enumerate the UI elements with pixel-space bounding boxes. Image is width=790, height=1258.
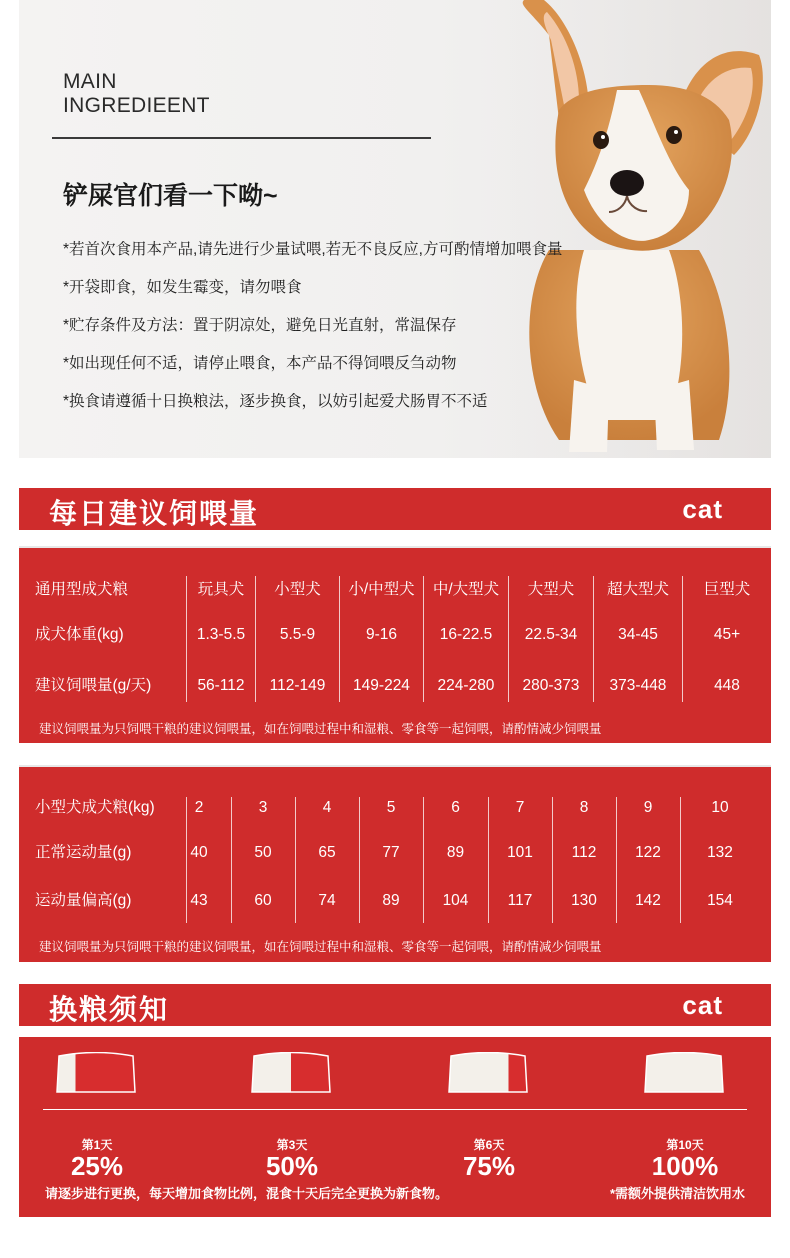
hero-note: *若首次食用本产品,请先进行少量试喂,若无不良反应,方可酌情增加喂食量 — [63, 241, 563, 258]
row-label: 小型犬成犬粮(kg) — [35, 799, 155, 816]
step-percent: 25% — [70, 1151, 124, 1181]
table-cell: 56-112 — [197, 677, 245, 694]
table-header-cell: 小/中型犬 — [348, 581, 415, 598]
food-switch-tag: cat — [682, 990, 723, 1020]
step-percent: 50% — [265, 1151, 319, 1181]
table-header-cell: 2 — [194, 799, 204, 816]
table-cell: 117 — [507, 892, 533, 909]
table-header-cell: 小型犬 — [274, 581, 321, 598]
table-cell: 89 — [446, 844, 465, 861]
hero-note: *换食请遵循十日换粮法，逐步换食，以妨引起爱犬肠胃不不适 — [63, 393, 488, 410]
table-cell: 130 — [571, 892, 597, 909]
table-header-cell: 7 — [515, 799, 525, 816]
food-switch-steps — [19, 1037, 771, 1217]
table-header-cell: 9 — [643, 799, 653, 816]
hero-note: *如出现任何不适，请停止喂食，本产品不得饲喂反刍动物 — [63, 355, 457, 372]
table-cell: 149-224 — [353, 677, 410, 694]
hero-title: 铲屎官们看一下呦~ — [63, 182, 278, 210]
daily-feeding-tag: cat — [682, 494, 723, 524]
table-row — [19, 575, 771, 605]
table-header-cell: 3 — [258, 799, 268, 816]
table-cell: 9-16 — [365, 626, 398, 643]
table-cell: 74 — [318, 892, 336, 909]
table-cell: 50 — [254, 844, 272, 861]
table-header-cell: 4 — [322, 799, 332, 816]
table-cell: 34-45 — [618, 626, 658, 643]
step-percent: 100% — [651, 1151, 719, 1181]
step-percent: 75% — [462, 1151, 516, 1181]
table-header-cell: 巨型犬 — [703, 581, 751, 598]
table-cell: 122 — [635, 844, 661, 861]
hero-heading-line1: MAIN — [63, 70, 117, 93]
table-row — [19, 838, 771, 868]
table-header-cell: 玩具犬 — [197, 581, 245, 598]
food-switch-title: 换粮须知 — [49, 994, 170, 1025]
hero-heading — [63, 70, 210, 118]
table-cell: 112 — [571, 844, 597, 861]
table-header-cell: 10 — [711, 799, 729, 816]
hero-divider — [52, 137, 431, 139]
table-cell: 373-448 — [609, 677, 667, 694]
table-header-cell: 大型犬 — [527, 581, 575, 598]
table-header-cell: 5 — [386, 799, 396, 816]
step-day: 第6天 — [473, 1138, 505, 1152]
step-day: 第10天 — [666, 1138, 704, 1152]
table-header-cell: 6 — [451, 799, 460, 816]
food-switch-header — [19, 984, 771, 1026]
step-day: 第1天 — [81, 1138, 113, 1152]
switch-instruction: 请逐步进行更换，每天增加食物比例，混食十天后完全更换为新食物。 — [45, 1186, 449, 1201]
table-cell: 1.3-5.5 — [196, 626, 246, 643]
hero-note: *贮存条件及方法：置于阴凉处，避免日光直射，常温保存 — [63, 317, 457, 334]
row-label: 通用型成犬粮 — [35, 581, 129, 598]
table-row — [19, 793, 771, 823]
water-reminder: *需额外提供清洁饮用水 — [609, 1186, 745, 1201]
table-footnote: 建议饲喂量为只饲喂干粮的建议饲喂量，如在饲喂过程中和湿粮、零食等一起饲喂，请酌情减少饲喂量 — [39, 722, 602, 736]
adult-feeding-table — [19, 546, 771, 743]
hero-notes — [63, 236, 562, 426]
step-day: 第3天 — [276, 1138, 308, 1152]
table-cell: 154 — [707, 892, 733, 909]
table-header-cell: 超大型犬 — [606, 581, 669, 598]
hero-heading-line2: INGREDIEENT — [63, 94, 210, 117]
table-footnote: 建议饲喂量为只饲喂干粮的建议饲喂量，如在饲喂过程中和湿粮、零食等一起饲喂，请酌情减少饲喂量 — [39, 940, 602, 954]
timeline-line — [43, 1109, 747, 1110]
food-bowl-icon — [55, 1052, 137, 1094]
hero-note: *开袋即食，如发生霉变，请勿喂食 — [63, 279, 302, 296]
table-cell: 16-22.5 — [439, 626, 493, 643]
table-cell: 77 — [382, 844, 400, 861]
table-row — [19, 620, 771, 650]
table-cell: 224-280 — [437, 677, 495, 694]
row-label: 运动量偏高(g) — [35, 892, 132, 909]
table-header-cell: 8 — [579, 799, 589, 816]
table-cell: 22.5-34 — [524, 626, 578, 643]
daily-feeding-header — [19, 488, 771, 530]
food-bowl-icon — [250, 1052, 332, 1094]
daily-feeding-title: 每日建议饲喂量 — [49, 498, 260, 529]
hero-section — [19, 0, 771, 458]
table-cell: 448 — [714, 677, 740, 694]
table-cell: 132 — [707, 844, 733, 861]
row-label: 正常运动量(g) — [35, 844, 132, 861]
small-dog-feeding-table — [19, 765, 771, 962]
table-cell: 5.5-9 — [279, 626, 316, 643]
table-row — [19, 886, 771, 916]
table-cell: 112-149 — [269, 677, 326, 694]
table-row — [19, 671, 771, 701]
table-header-cell: 中/大型犬 — [432, 581, 500, 598]
table-cell: 280-373 — [522, 677, 580, 694]
table-cell: 43 — [190, 892, 208, 909]
table-cell: 142 — [635, 892, 661, 909]
food-bowl-icon — [643, 1052, 725, 1094]
food-bowl-icon — [447, 1052, 529, 1094]
table-cell: 101 — [507, 844, 533, 861]
table-cell: 40 — [190, 844, 208, 861]
table-cell: 65 — [318, 844, 336, 861]
table-cell: 89 — [382, 892, 400, 909]
row-label: 成犬体重(kg) — [35, 626, 124, 643]
table-cell: 104 — [442, 892, 469, 909]
row-label: 建议饲喂量(g/天) — [35, 677, 152, 694]
table-cell: 45+ — [713, 626, 741, 643]
table-cell: 60 — [254, 892, 272, 909]
